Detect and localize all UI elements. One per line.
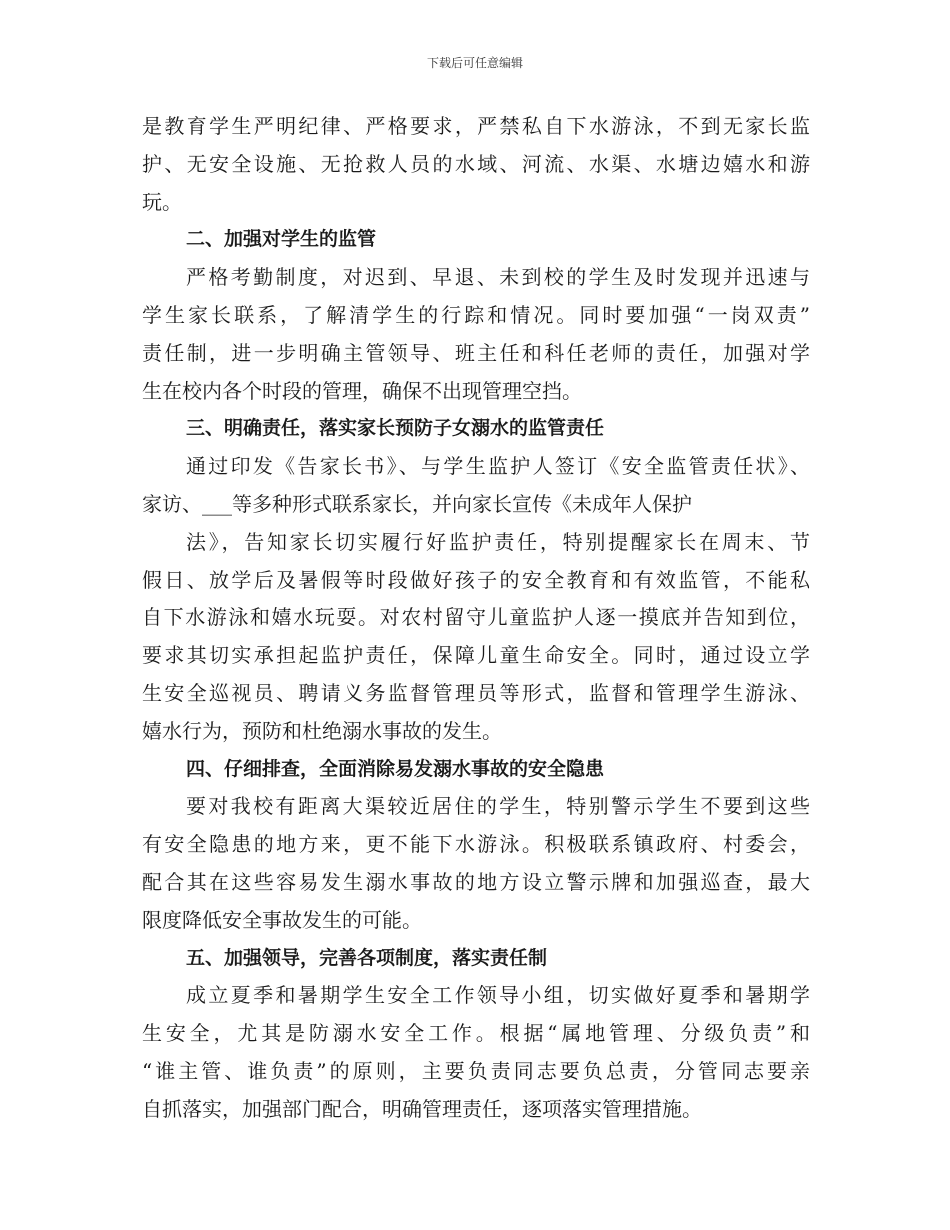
document-body	[142, 108, 810, 1129]
text-line: 是教育学生严明纪律、严格要求，严禁私自下水游泳，不到无家长监	[142, 114, 810, 138]
text-line: 自下水游泳和嬉水玩耍。对农村留守儿童监护人逐一摸底并告知到位，	[142, 605, 810, 630]
text-line: “谁主管、谁负责”的原则，主要负责同志要负总责，分管同志要亲	[142, 1058, 810, 1083]
text-line: 成立夏季和暑期学生安全工作领导小组，切实做好夏季和暑期学	[186, 983, 810, 1008]
text-line: 限度降低安全事故发生的可能。	[142, 907, 422, 932]
text-line: 假日、放学后及暑假等时段做好孩子的安全教育和有效监管，不能私	[142, 567, 810, 592]
section-heading: 五、加强领导，完善各项制度，落实责任制	[186, 946, 548, 969]
text-line: 自抓落实，加强部门配合，明确管理责任，逐项落实管理措施。	[142, 1096, 702, 1121]
text-line: 家访、___等多种形式联系家长，并向家长宣传《未成年人保护	[142, 491, 692, 516]
text-line: 生安全巡视员、聘请义务监督管理员等形式，监督和管理学生游泳、	[142, 680, 810, 705]
section-heading: 二、加强对学生的监管	[186, 228, 377, 251]
section-heading: 四、仔细排查，全面消除易发溺水事故的安全隐患	[186, 757, 605, 780]
text-line: 法》，告知家长切实履行好监护责任，特别提醒家长在周末、节	[186, 529, 810, 554]
text-line: 生安全，尤其是防溺水安全工作。根据“属地管理、分级负责”和	[142, 1021, 810, 1046]
section-heading: 三、明确责任，落实家长预防子女溺水的监管责任	[186, 417, 605, 440]
text-line: 护、无安全设施、无抢救人员的水域、河流、水渠、水塘边嬉水和游	[142, 151, 810, 176]
text-line: 责任制，进一步明确主管领导、班主任和科任老师的责任，加强对学	[142, 340, 810, 365]
text-line: 玩。	[142, 189, 182, 214]
page-header: 下载后可任意编辑	[426, 56, 523, 70]
text-line: 严格考勤制度，对迟到、早退、未到校的学生及时发现并迅速与	[186, 265, 810, 290]
text-line: 配合其在这些容易发生溺水事故的地方设立警示牌和加强巡查，最大	[142, 869, 810, 894]
text-line: 有安全隐患的地方来，更不能下水游泳。积极联系镇政府、村委会，	[142, 832, 810, 857]
text-line: 通过印发《告家长书》、与学生监护人签订《安全监管责任状》、	[186, 454, 810, 479]
text-line: 要对我校有距离大渠较近居住的学生，特别警示学生不要到这些	[186, 794, 810, 819]
text-line: 嬉水行为，预防和杜绝溺水事故的发生。	[142, 718, 502, 743]
text-line: 要求其切实承担起监护责任，保障儿童生命安全。同时，通过设立学	[142, 643, 810, 668]
text-line: 生在校内各个时段的管理，确保不出现管理空挡。	[142, 378, 582, 403]
text-line: 学生家长联系，了解清学生的行踪和情况。同时要加强“一岗双责”	[142, 302, 810, 327]
